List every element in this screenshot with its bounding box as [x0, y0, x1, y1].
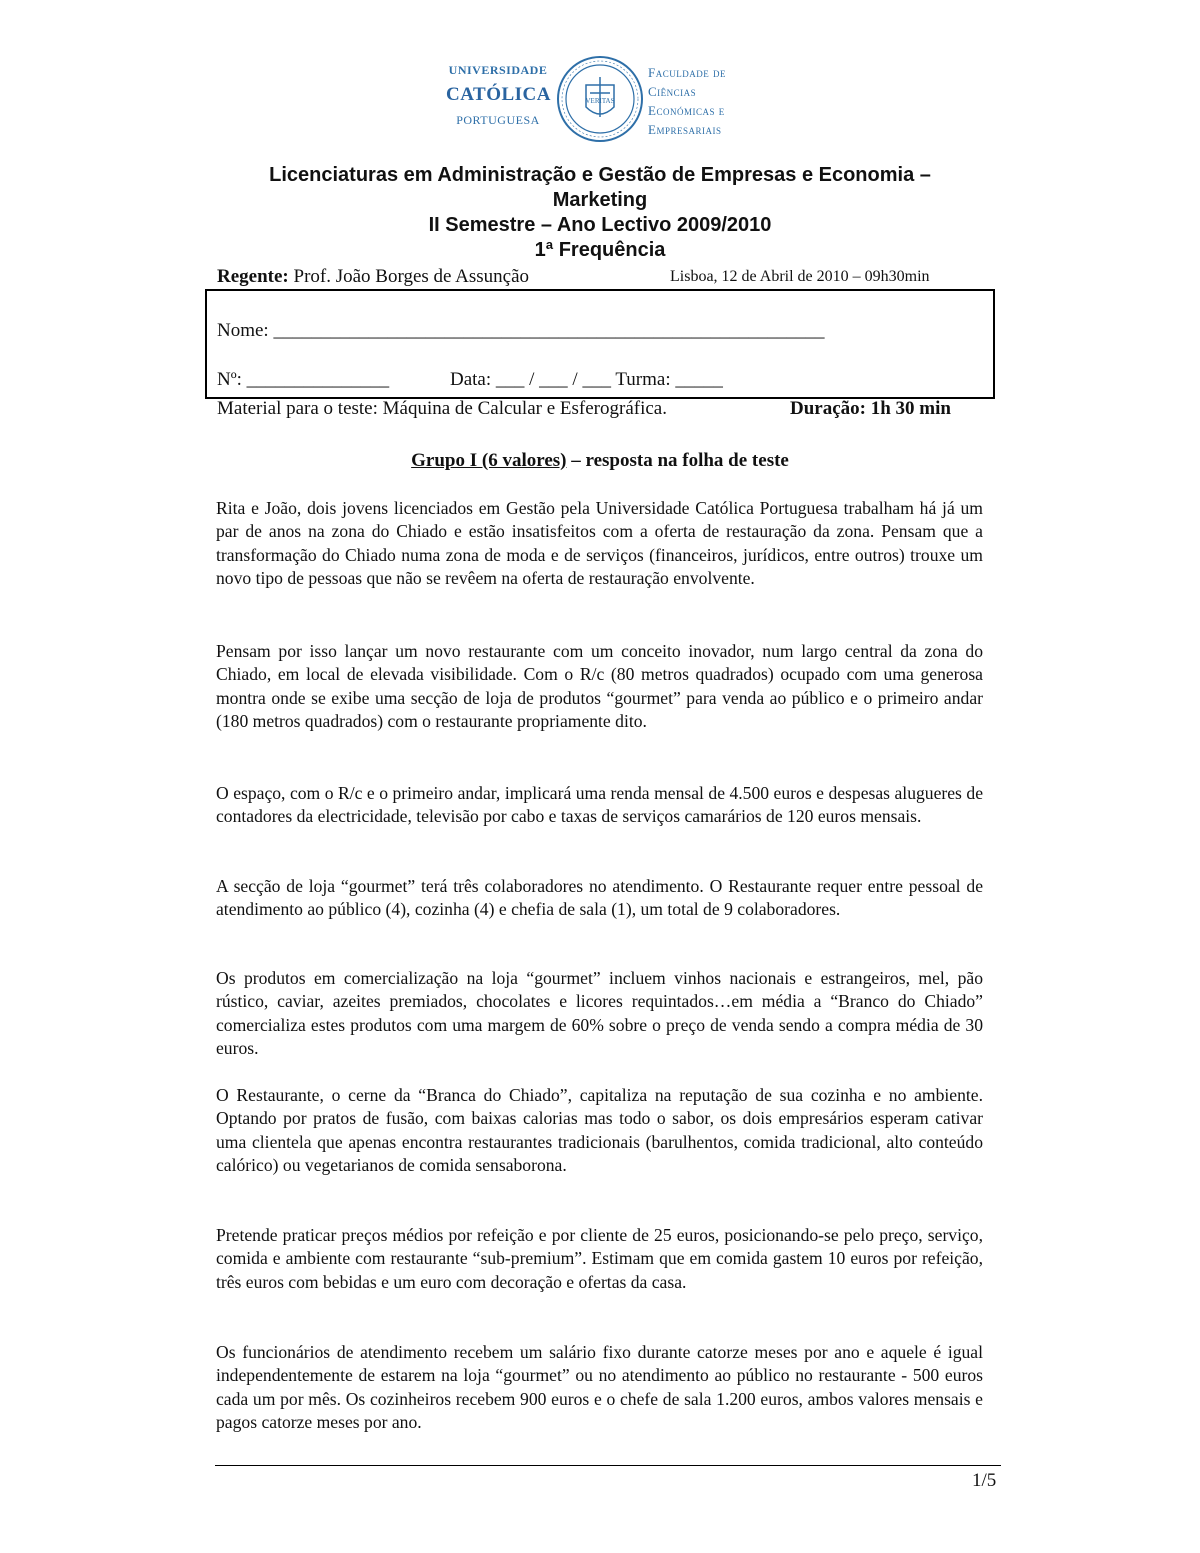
grupo-heading: [0, 450, 1200, 472]
numero-field[interactable]: Nº: _______________: [217, 369, 390, 390]
paragraph: Os produtos em comercialização na loja “gourmet” incluem vinhos nacionais e estrangeiros, mel, pão rústico, caviar, azeites premiados, chocolates e licores requintados…em média a “Branco do Chiado” comercializa estes produtos com uma margem de 60% sobre o preço de venda sendo a compra média de 30 euros.: [216, 968, 983, 1059]
paragraph: A secção de loja “gourmet” terá três colaboradores no atendimento. O Restaurante requer entre pessoal de atendimento ao público (4), cozinha (4) e chefia de sala (1), um total de 9 colaboradores.: [216, 876, 983, 920]
paragraph: Os funcionários de atendimento recebem um salário fixo durante catorze meses por ano e aquele é igual independentemente de estarem na loja “gourmet” ou no atendimento ao público no restaurante - 500 euros cada um por mês. Os cozinheiros recebem 900 euros e o chefe de sala 1.200 euros, ambos valores mensais e pagos catorze meses por ano.: [216, 1342, 983, 1433]
logo-faculdade: Faculdade de: [648, 65, 726, 80]
grupo-rest: – resposta na folha de teste: [566, 450, 789, 471]
data-turma-field[interactable]: Data: ___ / ___ / ___ Turma: _____: [450, 369, 723, 390]
university-logo: [446, 55, 754, 145]
logo-catolica: CATÓLICA: [446, 84, 551, 105]
paragraph: Pensam por isso lançar um novo restaurante com um conceito inovador, num largo central da zona do Chiado, em local de elevada visibilidade. Com o R/c (80 metros quadrados) ocupado com uma generosa montra onde se exibe uma secção de loja de produtos “gourmet” para venda ao público e o primeiro andar (180 metros quadrados) com o restaurante propriamente dito.: [216, 641, 983, 732]
paragraph: Rita e João, dois jovens licenciados em Gestão pela Universidade Católica Portuguesa trabalham há já um par de anos na zona do Chiado e estão insatisfeitos com a oferta de restauração da zona. Pensam que a transformação do Chiado numa zona de moda e de serviços (financeiros, jurídicos, entre outros) trouxe um novo tipo de pessoas que não se revêem na oferta de restauração envolvente.: [216, 498, 983, 589]
nome-field[interactable]: Nome: __________________________________________________________: [217, 320, 825, 341]
logo-portuguesa: PORTUGUESA: [456, 113, 540, 127]
material-text: Material para o teste: Máquina de Calcular e Esferográfica.: [217, 398, 667, 419]
regente-label: Regente:: [217, 266, 289, 287]
header-line-1: Licenciaturas em Administração e Gestão de Empresas e Economia –: [269, 164, 931, 186]
duracao-text: Duração: 1h 30 min: [790, 398, 951, 419]
paragraph: O Restaurante, o cerne da “Branca do Chiado”, capitaliza na reputação de sua cozinha e no ambiente. Optando por pratos de fusão, com baixas calorias mas todo o sabor, os dois empresários esperam cativar uma clientela que apenas encontra restaurantes tradicionais (barulhentos, comida tradicional, alto conteúdo calórico) ou vegetarianos de comida sensaborona.: [216, 1085, 983, 1176]
header-line-4: 1ª Frequência: [534, 239, 666, 261]
regente-name: Prof. João Borges de Assunção: [288, 266, 530, 287]
grupo-title: Grupo I (6 valores): [411, 450, 567, 471]
paragraph: Pretende praticar preços médios por refeição e por cliente de 25 euros, posicionando-se pelo preço, serviço, comida e ambiente com restaurante “sub-premium”. Estimam que em comida gastem 10 euros por refeição, três euros com bebidas e um euro com decoração e ofertas da casa.: [216, 1225, 983, 1292]
logo-universidade: UNIVERSIDADE: [448, 63, 548, 77]
header-line-3: II Semestre – Ano Lectivo 2009/2010: [428, 214, 772, 236]
logo-left-text: [446, 63, 550, 128]
paragraph: O espaço, com o R/c e o primeiro andar, implicará uma renda mensal de 4.500 euros e despesas alugueres de contadores da electricidade, televisão por cabo e taxas de serviços camarários de 120 euros mensais.: [216, 783, 983, 827]
seal-text: VERITAS: [585, 97, 615, 105]
page-number: 1/5: [972, 1470, 997, 1491]
header-line-2: Marketing: [552, 189, 648, 211]
logo-empresariais: Empresariais: [648, 122, 722, 137]
regente-line: [217, 266, 529, 288]
logo-economicas: Económicas e: [648, 103, 725, 118]
logo-ciencias: Ciências: [648, 84, 697, 99]
logo-right-text: [648, 63, 758, 139]
footer-divider: [215, 1465, 1001, 1466]
place-date: Lisboa, 12 de Abril de 2010 – 09h30min: [670, 268, 930, 285]
university-seal-icon: [556, 55, 644, 143]
